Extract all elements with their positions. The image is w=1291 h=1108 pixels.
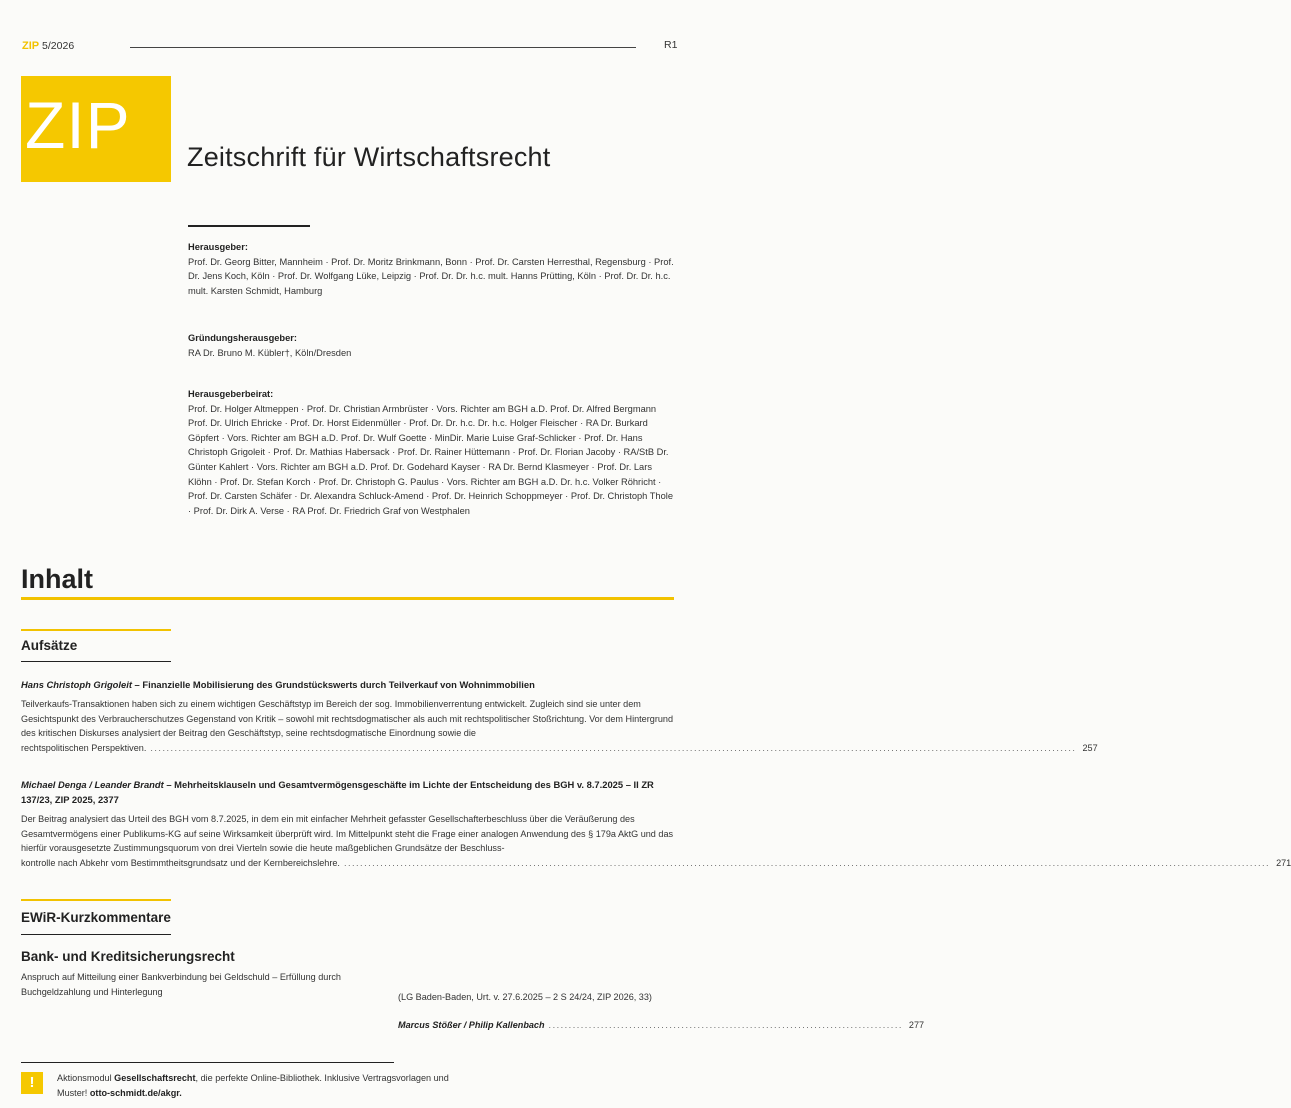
ewir-court-reference: (LG Baden-Baden, Urt. v. 27.6.2025 – 2 S 24/24, ZIP 2026, 33) <box>398 992 652 1002</box>
ewir-authors: Marcus Stößer / Philip Kallenbach <box>398 1020 545 1030</box>
article-page[interactable]: 271 <box>1276 857 1291 868</box>
zip-logo <box>21 76 171 182</box>
section-title-ewir: EWiR-Kurzkommentare <box>21 910 171 925</box>
leader-dots: ...................................................................................................................................................................................................................................... <box>150 742 1077 753</box>
ewir-toc-line[interactable] <box>398 1020 925 1030</box>
article-authors: Michael Denga / Leander Brandt <box>21 779 164 790</box>
section-underline-essays <box>21 661 171 662</box>
article-heading[interactable] <box>21 678 674 693</box>
issue-number: 5/2026 <box>42 40 75 52</box>
leader-dots: ...................................................................................................................................................................................................................................... <box>343 857 1271 868</box>
article-abstract-last: kontrolle nach Abkehr vom Bestimmtheitsgrundsatz und der Kernbereichslehre. <box>21 857 340 868</box>
article-heading[interactable] <box>21 778 674 807</box>
article-page[interactable]: 257 <box>1082 742 1098 753</box>
article-abstract <box>21 697 1098 755</box>
leader-dots: ........................................................................................ <box>548 1020 903 1030</box>
header-rule <box>130 47 636 48</box>
article-title: – Finanzielle Mobilisierung des Grundstückswerts durch Teilverkauf von Wohnimmobilien <box>131 679 535 690</box>
editors-block <box>188 240 674 298</box>
footer-text-after: , die perfekte Online-Bibliothek. Inklusive Vertragsvorlagen und Muster! <box>57 1073 449 1098</box>
subsection-title: Bank- und Kreditsicherungsrecht <box>21 949 235 964</box>
advisory-board-label: Herausgeberbeirat: <box>188 389 274 399</box>
founding-editors-names: RA Dr. Bruno M. Kübler†, Köln/Dresden <box>188 347 352 358</box>
founding-editors-block <box>188 331 674 360</box>
journal-title: Zeitschrift für Wirtschaftsrecht <box>187 142 551 172</box>
advisory-board-block <box>188 387 674 518</box>
running-header-issue <box>22 40 74 52</box>
section-bar-ewir <box>21 899 171 901</box>
section-underline-ewir <box>21 934 171 935</box>
article-abstract-last: rechtspolitischen Perspektiven. <box>21 742 147 753</box>
contents-heading: Inhalt <box>21 564 93 594</box>
founding-editors-label: Gründungsherausgeber: <box>188 333 297 343</box>
contents-rule <box>21 597 674 600</box>
footer-url-link[interactable]: otto-schmidt.de/akgr. <box>89 1087 182 1098</box>
article-abstract-text: Teilverkaufs-Transaktionen haben sich zu einem wichtigen Geschäftstyp im Bereich der sog. Immobilienverrentung entwickelt. Zugleich sind sie unter dem Gesichtspunkt des Verbraucherschutzes Gegenstand von Kritik – sowohl mit rechtsdogmatischer als auch mit rechtspolitischer Stoßrichtung. Vor dem Hintergrund des kritischen Diskurses analysiert der Beitrag den Geschäftstyp, seine rechtsdogmatische Einordnung sowie die <box>21 699 674 739</box>
section-bar-essays <box>21 629 171 631</box>
section-title-essays: Aufsätze <box>21 638 78 653</box>
ewir-description: Anspruch auf Mitteilung einer Bankverbindung bei Geldschuld – Erfüllung durch Buchgeldzahlung und Hinterlegung <box>21 972 341 997</box>
advisory-board-names: Prof. Dr. Holger Altmeppen · Prof. Dr. Christian Armbrüster · Vors. Richter am BGH a.D. Prof. Dr. Alfred Bergmann Prof. Dr. Ulrich Ehricke · Prof. Dr. Horst Eidenmüller · Prof. Dr. Dr. h.c. Dr. h.c. Holger Fleischer · RA Dr. Burkard Göpfert · Vors. Richter am BGH a.D. Prof. Dr. Wulf Goette · MinDir. Marie Luise Graf-Schlicker · Prof. Dr. Hans Christoph Grigoleit · Prof. Dr. Mathias Habersack · Prof. Dr. Rainer Hüttemann · Prof. Dr. Florian Jacoby · RA/StB Dr. Günter Kahlert · Vors. Richter am BGH a.D. Prof. Dr. Godehard Kayser · RA Dr. Bernd Klasmeyer · Prof. Dr. Lars Klöhn · Prof. Dr. Stefan Korch · Prof. Dr. Christoph G. Paulus · Vors. Richter am BGH a.D. Dr. h.c. Volker Röhricht · Prof. Dr. Carsten Schäfer · Dr. Alexandra Schluck-Amend · Prof. Dr. Heinrich Schoppmeyer · Prof. Dr. Christoph Thole · Prof. Dr. Dirk A. Verse · RA Prof. Dr. Friedrich Graf von Westphalen <box>188 403 674 516</box>
article-authors: Hans Christoph Grigoleit <box>21 679 132 690</box>
article-toc-line <box>21 741 1098 756</box>
editors-rule <box>188 225 310 227</box>
logo-text: ZIP <box>25 88 131 162</box>
editors-names: Prof. Dr. Georg Bitter, Mannheim · Prof. Dr. Moritz Brinkmann, Bonn · Prof. Dr. Carsten Herresthal, Regensburg · Prof. Dr. Jens Koch, Köln · Prof. Dr. Wolfgang Lüke, Leipzig · Prof. Dr. Dr. h.c. mult. Hanns Prütting, Köln · Prof. Dr. Dr. h.c. mult. Karsten Schmidt, Hamburg <box>188 256 674 296</box>
footer-promo <box>57 1071 477 1100</box>
ewir-page: 277 <box>908 1020 925 1030</box>
journal-abbr: ZIP <box>22 40 40 52</box>
article-abstract <box>21 812 1291 870</box>
editors-label: Herausgeber: <box>188 242 248 252</box>
footer-text-bold: Gesellschaftsrecht <box>114 1073 196 1083</box>
article-toc-line <box>21 856 1291 871</box>
footer-text-before: Aktionsmodul <box>57 1073 115 1083</box>
article-abstract-text: Der Beitrag analysiert das Urteil des BGH vom 8.7.2025, in dem ein mit einfacher Mehrheit gefasster Gesellschafterbeschluss über die Veräußerung des Gesamtvermögens einer Publikums-KG auf seine Wirksamkeit überprüft wird. Im Mittelpunkt steht die Frage einer analogen Anwendung des § 179a AktG und das hierfür vorausgesetzte Zustimmungsquorum von drei Vierteln sowie die heute maßgeblichen Grundsätze der Beschluss- <box>21 814 674 854</box>
exclamation-icon: ! <box>21 1072 43 1094</box>
footer-rule <box>21 1062 394 1063</box>
article-title: – Mehrheitsklauseln und Gesamtvermögensgeschäfte im Lichte der Entscheidung des BGH v. 8.7.2025 – II ZR 137/23, ZIP 2025, 2377 <box>21 779 654 805</box>
page-number: R1 <box>664 39 678 51</box>
